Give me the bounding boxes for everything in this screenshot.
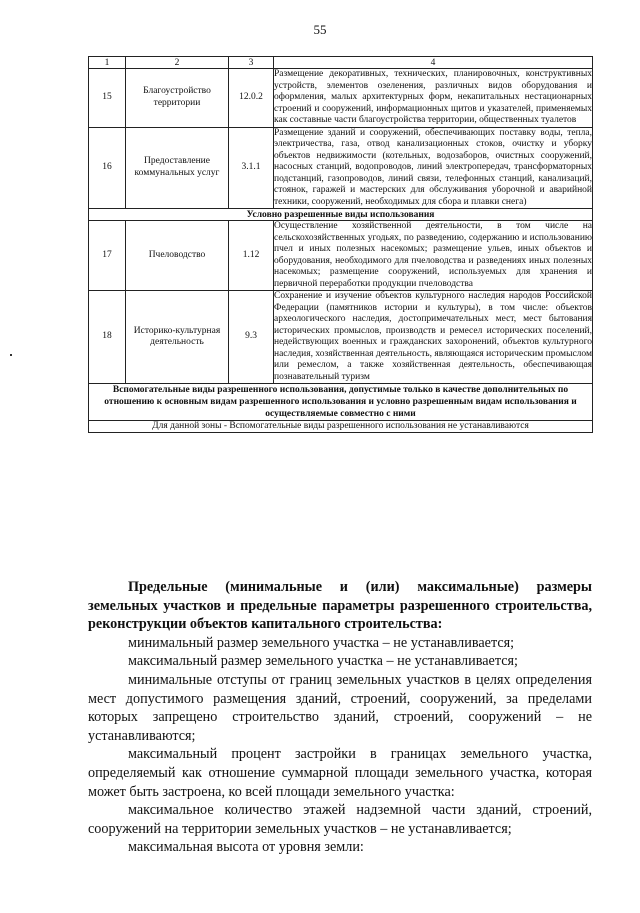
paragraph: максимальный процент застройки в границах земельного участка, определяемый как отношение суммарной площади земельного участка, которая может быть застроена, ко всей площади земельного участка: [88, 746, 592, 800]
table-row [89, 291, 593, 384]
paragraph: максимальное количество этажей надземной части зданий, строений, сооружений на территории земельных участков – не устанавливается; [88, 802, 592, 837]
row-number: 16 [89, 127, 126, 209]
paragraph: максимальный размер земельного участка – не устанавливается; [128, 653, 518, 670]
paragraph: максимальная высота от уровня земли: [128, 839, 364, 856]
table-row [89, 221, 593, 291]
use-type-code: 1.12 [229, 221, 274, 291]
section-row [89, 209, 593, 221]
row-number: 17 [89, 221, 126, 291]
row-number: 18 [89, 291, 126, 384]
use-type-name: Благоустройство территории [126, 69, 229, 128]
use-type-description: Размещение декоративных, технических, планировочных, конструктивных устройств, элементов озеленения, различных видов оборудования и оформления, малых архитектурных форм, некапитальных нестационарных строений и сооружений, информационных щитов и указателей, применяемых как составные части благоустройства территории, общественных туалетов [274, 69, 592, 125]
column-header: 3 [229, 57, 274, 69]
table-header-row [89, 57, 593, 69]
paragraph: минимальные отступы от границ земельных участков в целях определения мест допустимого размещения зданий, строений, сооружений, за пределами которых запрещено строительство зданий, строений, сооружений – не устанавливаются; [88, 671, 592, 744]
use-type-name: Предоставление коммунальных услуг [126, 127, 229, 209]
use-type-code: 9.3 [229, 291, 274, 384]
use-type-name: Пчеловодство [126, 221, 229, 291]
section-title-auxiliary: Вспомогательные виды разрешенного использования, допустимые только в качестве дополнительных по отношению к основным видам разрешенного использования и условно разрешенным видам использования и осуществляемые совместно с ними [89, 384, 593, 421]
paragraph: минимальный размер земельного участка – не устанавливается; [128, 634, 515, 651]
section-title-conditional: Условно разрешенные виды использования [89, 209, 593, 221]
use-type-name: Историко-культурная деятельность [126, 291, 229, 384]
use-type-description: Сохранение и изучение объектов культурного наследия народов Российской Федерации (памятников истории и культуры), в том числе: объектов археологического наследия, достопримечательных мест, мест бытования исторических промыслов, производств и ремесел исторических поселений, недействующих военных и гражданских захоронений, объектов культурного наследия, хозяйственная деятельность, являющаяся историческим промыслом или ремеслом, а также хозяйственная деятельность, обеспечивающая познавательный туризм [274, 291, 592, 382]
parameters-heading: Предельные (минимальные и (или) максимальные) размеры земельных участков и предельные параметры разрешенного строительства, реконструкции объектов капитального строительства: [88, 579, 592, 633]
parameters-section [88, 578, 592, 857]
scan-speck [10, 354, 12, 356]
table-row [89, 127, 593, 209]
use-type-description: Осуществление хозяйственной деятельности, в том числе на сельскохозяйственных угодьях, по разведению, содержанию и использованию пчел и иных полезных насекомых; размещение ульев, иных объектов и оборудования, необходимого для пчеловодства и разведениях иных полезных насекомых; размещение сооружений, используемых для хранения и первичной переработки продукции пчеловодства [274, 221, 592, 289]
column-header: 1 [89, 57, 126, 69]
column-header: 4 [274, 57, 593, 69]
row-number: 15 [89, 69, 126, 128]
table-row [89, 69, 593, 128]
use-type-code: 3.1.1 [229, 127, 274, 209]
auxiliary-note: Для данной зоны - Вспомогательные виды разрешенного использования не устанавливаются [89, 421, 593, 433]
page-number: 55 [313, 22, 327, 37]
use-type-description: Размещение зданий и сооружений, обеспечивающих поставку воды, тепла, электричества, газа, отвод канализационных стоков, очистку и уборку объектов недвижимости (котельных, водозаборов, очистных сооружений, насосных станций, водопроводов, линий электропередач, трансформаторных подстанций, газопроводов, линий связи, телефонных станций, канализаций, стоянок, гаражей и мастерских для обслуживания уборочной и аварийной техники, сооружений, необходимых для сбора и плавки снега) [274, 127, 592, 207]
note-row [89, 421, 593, 433]
permitted-use-table [88, 56, 593, 433]
use-type-code: 12.0.2 [229, 69, 274, 128]
section-row [89, 384, 593, 421]
column-header: 2 [126, 57, 229, 69]
